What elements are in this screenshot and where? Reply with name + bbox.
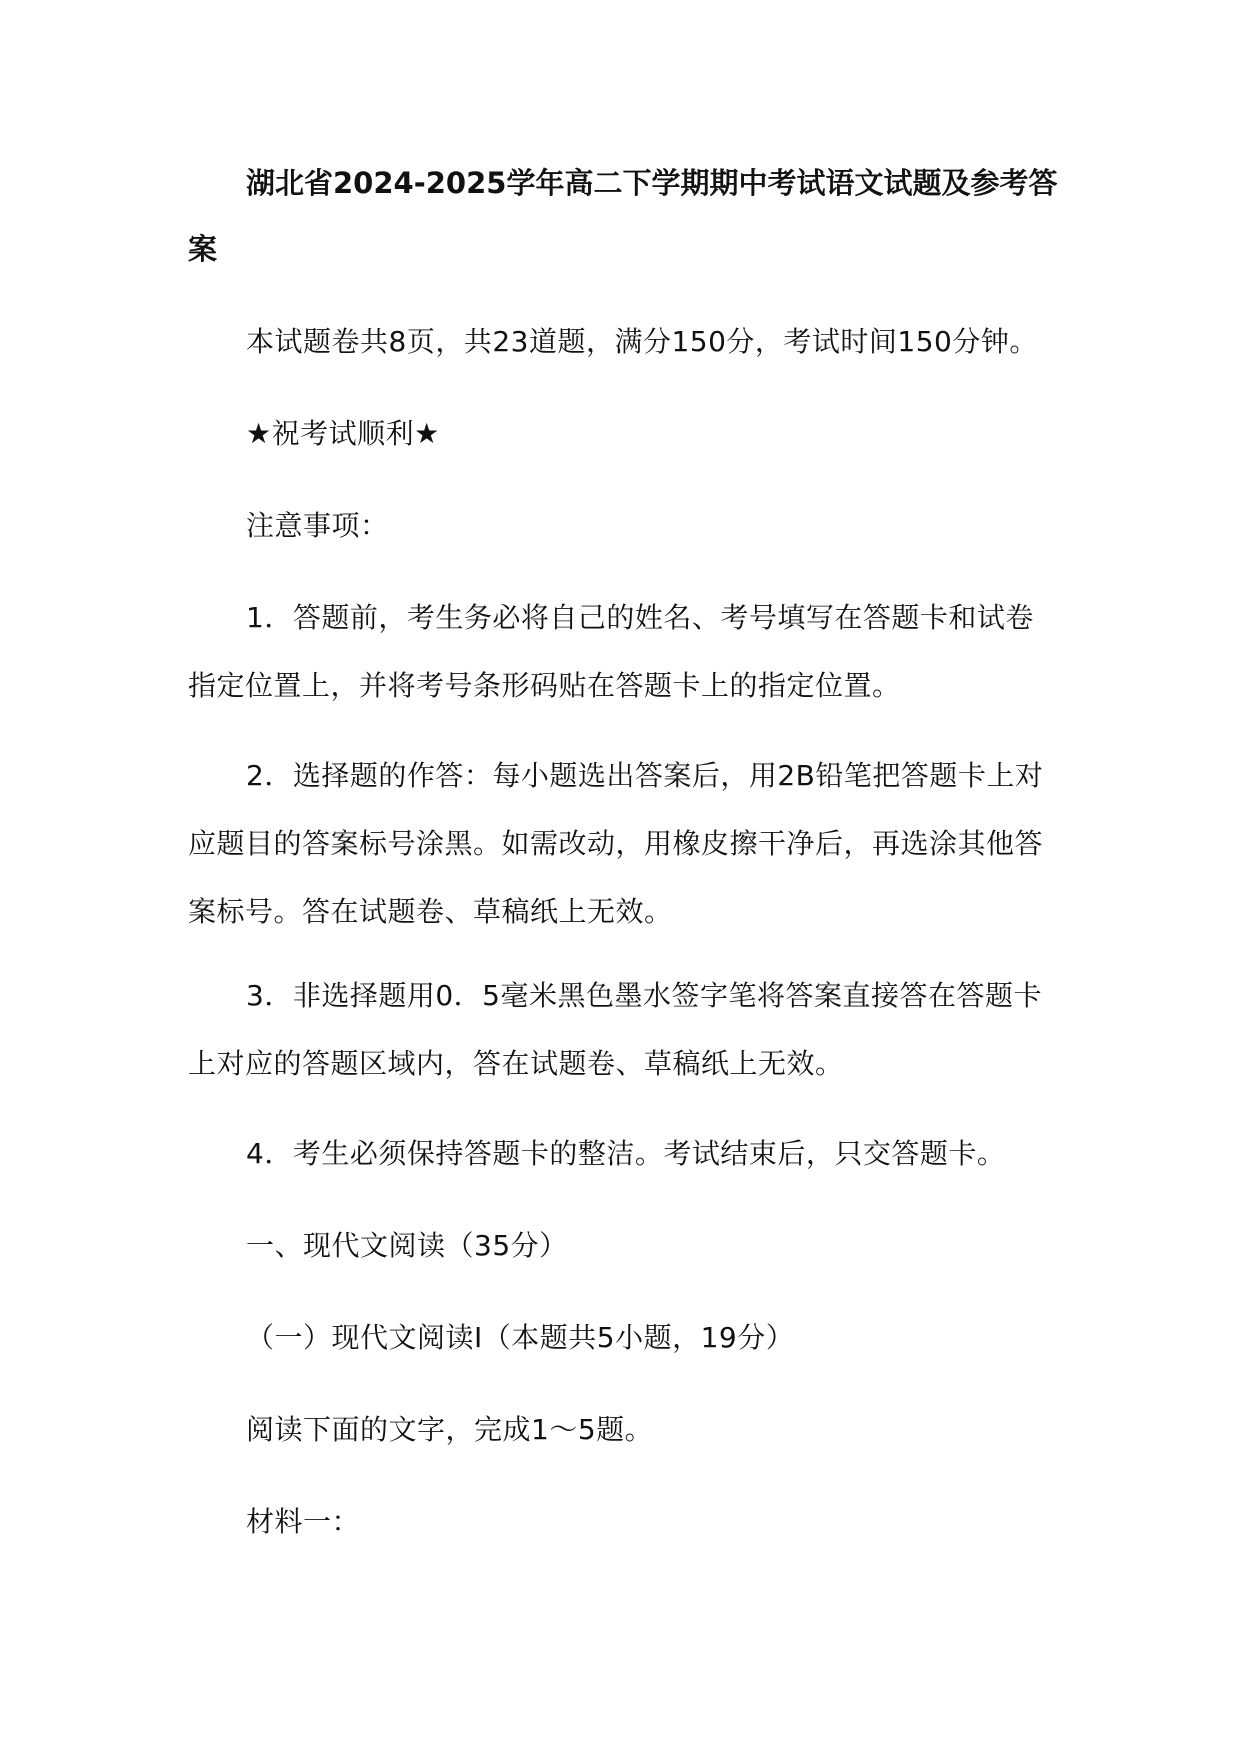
notice-item-4: 4．考生必须保持答题卡的整洁。考试结束后，只交答题卡。 [246, 1137, 1006, 1170]
notice-heading: 注意事项： [246, 509, 389, 542]
notice-item-2: 2．选择题的作答：每小题选出答案后，用2B铅笔把答题卡上对应题目的答案标号涂黑。如需改动，用橡皮擦干净后，再选涂其他答案标号。答在试题卷、草稿纸上无效。 [188, 759, 1044, 928]
reading-instruction: 阅读下面的文字，完成1～5题。 [246, 1413, 654, 1446]
document-title: 湖北省2024-2025学年高二下学期期中考试语文试题及参考答案 [188, 166, 1058, 266]
blessing-text: ★祝考试顺利★ [246, 417, 440, 450]
notice-item-3: 3．非选择题用0．5毫米黑色墨水签字笔将答案直接答在答题卡上对应的答题区域内，答在试题卷、草稿纸上无效。 [188, 979, 1042, 1080]
section-heading-modern-reading: 一、现代文阅读（35分） [246, 1229, 568, 1262]
material-1-label: 材料一： [246, 1505, 361, 1538]
subsection-heading-reading-1: （一）现代文阅读Ⅰ（本题共5小题，19分） [246, 1321, 795, 1354]
notice-item-1: 1．答题前，考生务必将自己的姓名、考号填写在答题卡和试卷指定位置上，并将考号条形码贴在答题卡上的指定位置。 [188, 601, 1034, 702]
exam-intro: 本试题卷共8页，共23道题，满分150分，考试时间150分钟。 [246, 325, 1038, 358]
